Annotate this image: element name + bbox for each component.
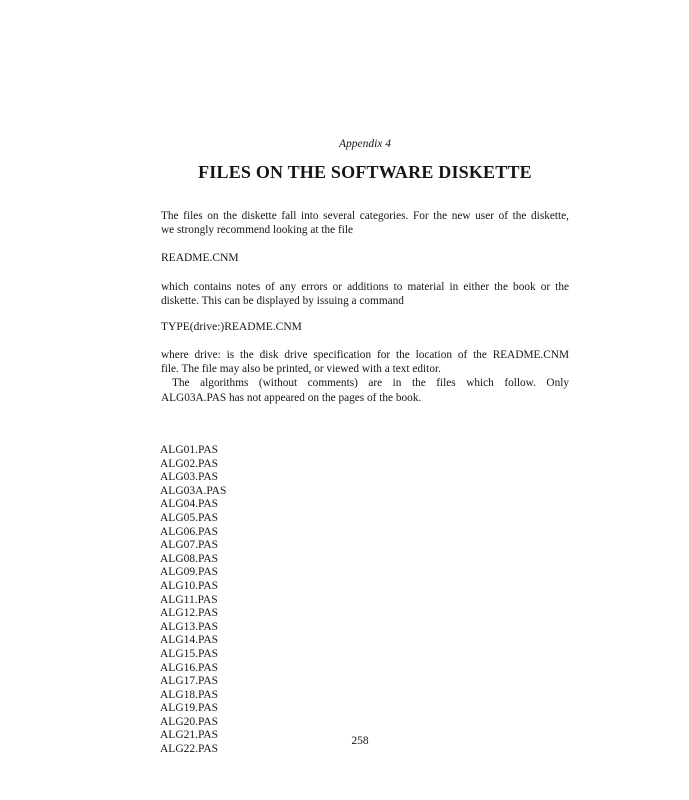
file-list-item: ALG04.PAS bbox=[160, 498, 219, 511]
file-list-item: ALG14.PAS bbox=[160, 634, 219, 647]
file-list-item: ALG06.PAS bbox=[160, 525, 219, 538]
contains-line-2: diskette. This can be displayed by issuing a command bbox=[161, 295, 404, 308]
file-list-item: ALG10.PAS bbox=[160, 579, 219, 592]
readme-filename: README.CNM bbox=[161, 252, 239, 264]
file-list-item: ALG18.PAS bbox=[160, 688, 219, 701]
file-list-item: ALG02.PAS bbox=[160, 457, 219, 470]
file-list-item: ALG03A.PAS bbox=[160, 484, 227, 497]
file-list-item: ALG19.PAS bbox=[160, 702, 219, 715]
file-list-item: ALG22.PAS bbox=[160, 743, 219, 756]
file-list-item: ALG17.PAS bbox=[160, 675, 219, 688]
drive-description-paragraph bbox=[161, 348, 569, 405]
file-list-item: ALG01.PAS bbox=[160, 444, 219, 456]
algorithms-line-1: The algorithms (without comments) are in the files which follow. Only bbox=[172, 377, 569, 390]
file-list-item: ALG12.PAS bbox=[160, 607, 219, 620]
file-list-item: ALG13.PAS bbox=[160, 620, 219, 633]
where-line-2: file. The file may also be printed, or viewed with a text editor. bbox=[161, 363, 441, 376]
file-list-item: ALG03.PAS bbox=[160, 471, 219, 484]
where-line-1: where drive: is the disk drive specification for the location of the README.CNM bbox=[161, 349, 569, 361]
file-list-item: ALG20.PAS bbox=[160, 715, 219, 728]
page-number: 258 bbox=[351, 735, 369, 747]
intro-paragraph bbox=[161, 209, 569, 237]
appendix-label: Appendix 4 bbox=[338, 138, 392, 150]
file-list bbox=[160, 444, 226, 757]
file-list-item: ALG05.PAS bbox=[160, 511, 219, 524]
file-list-item: ALG09.PAS bbox=[160, 566, 219, 579]
algorithms-line-2: ALG03A.PAS has not appeared on the pages of the book. bbox=[161, 391, 422, 404]
page-title: FILES ON THE SOFTWARE DISKETTE bbox=[198, 162, 532, 182]
file-list-item: ALG08.PAS bbox=[160, 552, 219, 565]
file-list-item: ALG07.PAS bbox=[160, 539, 219, 552]
intro-line-2: we strongly recommend looking at the file bbox=[161, 224, 353, 237]
file-list-item: ALG15.PAS bbox=[160, 647, 219, 660]
file-list-item: ALG16.PAS bbox=[160, 661, 219, 674]
intro-line-1: The files on the diskette fall into several categories. For the new user of the diskette, bbox=[161, 210, 569, 222]
file-list-item: ALG21.PAS bbox=[160, 729, 219, 742]
type-command: TYPE(drive:)README.CNM bbox=[161, 321, 302, 333]
file-list-item: ALG11.PAS bbox=[160, 593, 218, 606]
contains-line-1: which contains notes of any errors or additions to material in either the book or the bbox=[161, 281, 569, 293]
readme-description-paragraph bbox=[161, 280, 569, 308]
